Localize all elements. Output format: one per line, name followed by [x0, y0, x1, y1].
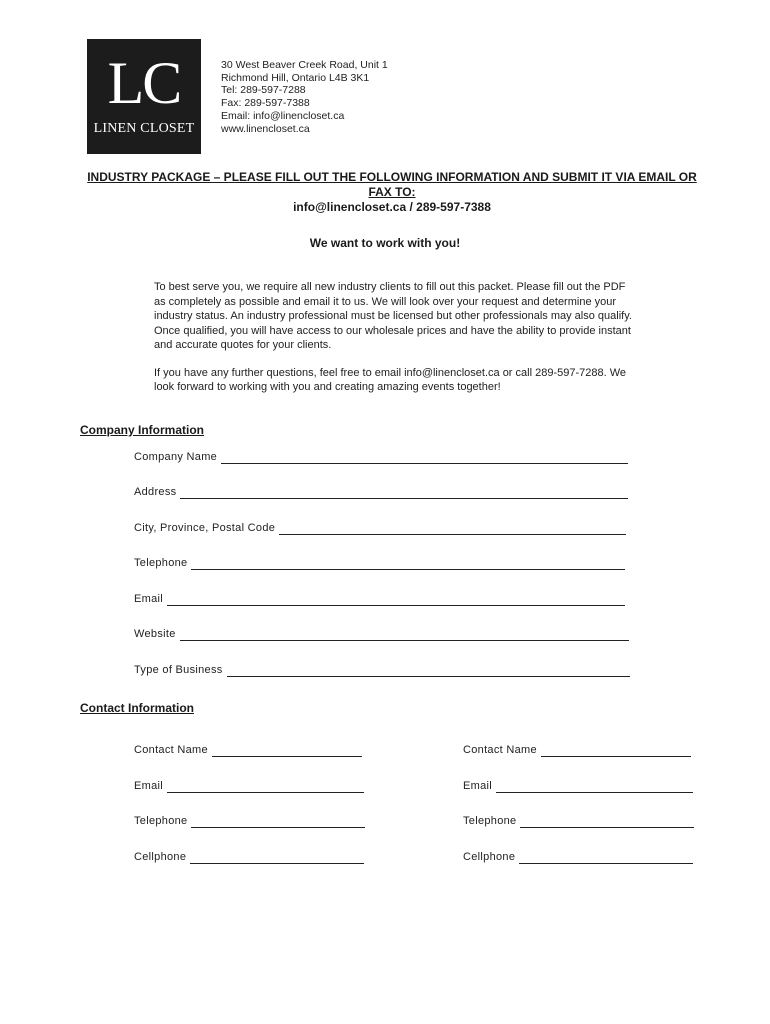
contact-telephone-field-right[interactable] — [463, 815, 694, 828]
address-fax: Fax: 289-597-7388 — [221, 97, 310, 110]
contact-cellphone-field-right[interactable] — [463, 851, 693, 864]
contact-telephone-field-left[interactable] — [134, 815, 365, 828]
intro-paragraph-2: If you have any further questions, feel free to email info@linencloset.ca or call 289-597-7288. We look forward to working with you and creating amazing events together! — [154, 366, 627, 393]
city-province-postal-field[interactable] — [134, 522, 626, 535]
contact-cellphone-label-left: Cellphone — [134, 851, 187, 863]
intro-paragraph-1: To best serve you, we require all new industry clients to fill out this packet. Please fill out the PDF as completely as possible and email it to us. We will look over your request and determine your industry status. An industry professional must be licensed but other professionals may also qualify. Once qualified, you will have access to our wholesale prices and have the ability to provide instant and accurate quotes for your clients. — [154, 281, 632, 351]
company-information-title: Company Information — [80, 423, 205, 437]
contact-email-input-line-left[interactable] — [167, 781, 364, 793]
contact-cellphone-input-line-right[interactable] — [519, 852, 693, 864]
linen-closet-logo — [87, 39, 201, 154]
contact-telephone-input-line-right[interactable] — [520, 816, 694, 828]
heading-contact: info@linencloset.ca / 289-597-7388 — [293, 200, 491, 214]
address-city: Richmond Hill, Ontario L4B 3K1 — [221, 71, 370, 84]
contact-email-field-left[interactable] — [134, 780, 364, 793]
company-name-label: Company Name — [134, 451, 218, 463]
website-input-line[interactable] — [180, 629, 629, 641]
document-heading — [86, 170, 698, 215]
contact-cellphone-field-left[interactable] — [134, 851, 364, 864]
type-of-business-field[interactable] — [134, 664, 630, 677]
company-telephone-input-line[interactable] — [191, 558, 625, 570]
contact-telephone-label-left: Telephone — [134, 815, 188, 827]
city-province-postal-label: City, Province, Postal Code — [134, 522, 276, 534]
website-label: Website — [134, 628, 176, 640]
contact-name-input-line-left[interactable] — [212, 745, 362, 757]
logo-wordmark: LINEN CLOSET — [93, 121, 195, 136]
intro-text — [154, 280, 634, 408]
tagline: We want to work with you! — [309, 236, 461, 250]
address-street: 30 West Beaver Creek Road, Unit 1 — [221, 59, 388, 71]
contact-name-input-line-right[interactable] — [541, 745, 691, 757]
company-email-label: Email — [134, 593, 164, 605]
address-email: Email: info@linencloset.ca — [221, 109, 345, 122]
company-address-block — [221, 59, 388, 135]
company-telephone-field[interactable] — [134, 557, 625, 570]
contact-email-input-line-right[interactable] — [496, 781, 693, 793]
address-label: Address — [134, 486, 177, 498]
company-telephone-label: Telephone — [134, 557, 188, 569]
contact-name-field-left[interactable] — [134, 744, 362, 757]
heading-line-1: INDUSTRY PACKAGE – PLEASE FILL OUT THE FOLLOWING INFORMATION AND SUBMIT IT VIA EMAIL OR — [87, 170, 697, 184]
contact-name-label-right: Contact Name — [463, 744, 537, 756]
type-of-business-label: Type of Business — [134, 664, 223, 676]
contact-email-label-right: Email — [463, 780, 493, 792]
heading-line-2: FAX TO: — [368, 185, 416, 199]
company-name-field[interactable] — [134, 451, 628, 464]
contact-cellphone-label-right: Cellphone — [463, 851, 516, 863]
contact-email-field-right[interactable] — [463, 780, 693, 793]
contact-telephone-label-right: Telephone — [463, 815, 517, 827]
contact-email-label-left: Email — [134, 780, 164, 792]
address-field[interactable] — [134, 486, 628, 499]
address-website: www.linencloset.ca — [221, 122, 310, 135]
address-input-line[interactable] — [180, 487, 628, 499]
contact-cellphone-input-line-left[interactable] — [190, 852, 364, 864]
contact-telephone-input-line-left[interactable] — [191, 816, 365, 828]
contact-name-field-right[interactable] — [463, 744, 691, 757]
contact-information-title: Contact Information — [80, 701, 194, 715]
company-name-input-line[interactable] — [221, 452, 628, 464]
company-email-field[interactable] — [134, 593, 625, 606]
logo-monogram: LC — [107, 50, 181, 116]
contact-name-label-left: Contact Name — [134, 744, 208, 756]
website-field[interactable] — [134, 628, 629, 641]
city-province-postal-input-line[interactable] — [279, 523, 626, 535]
type-of-business-input-line[interactable] — [227, 665, 630, 677]
address-telephone: Tel: 289-597-7288 — [221, 84, 306, 97]
company-email-input-line[interactable] — [167, 594, 625, 606]
